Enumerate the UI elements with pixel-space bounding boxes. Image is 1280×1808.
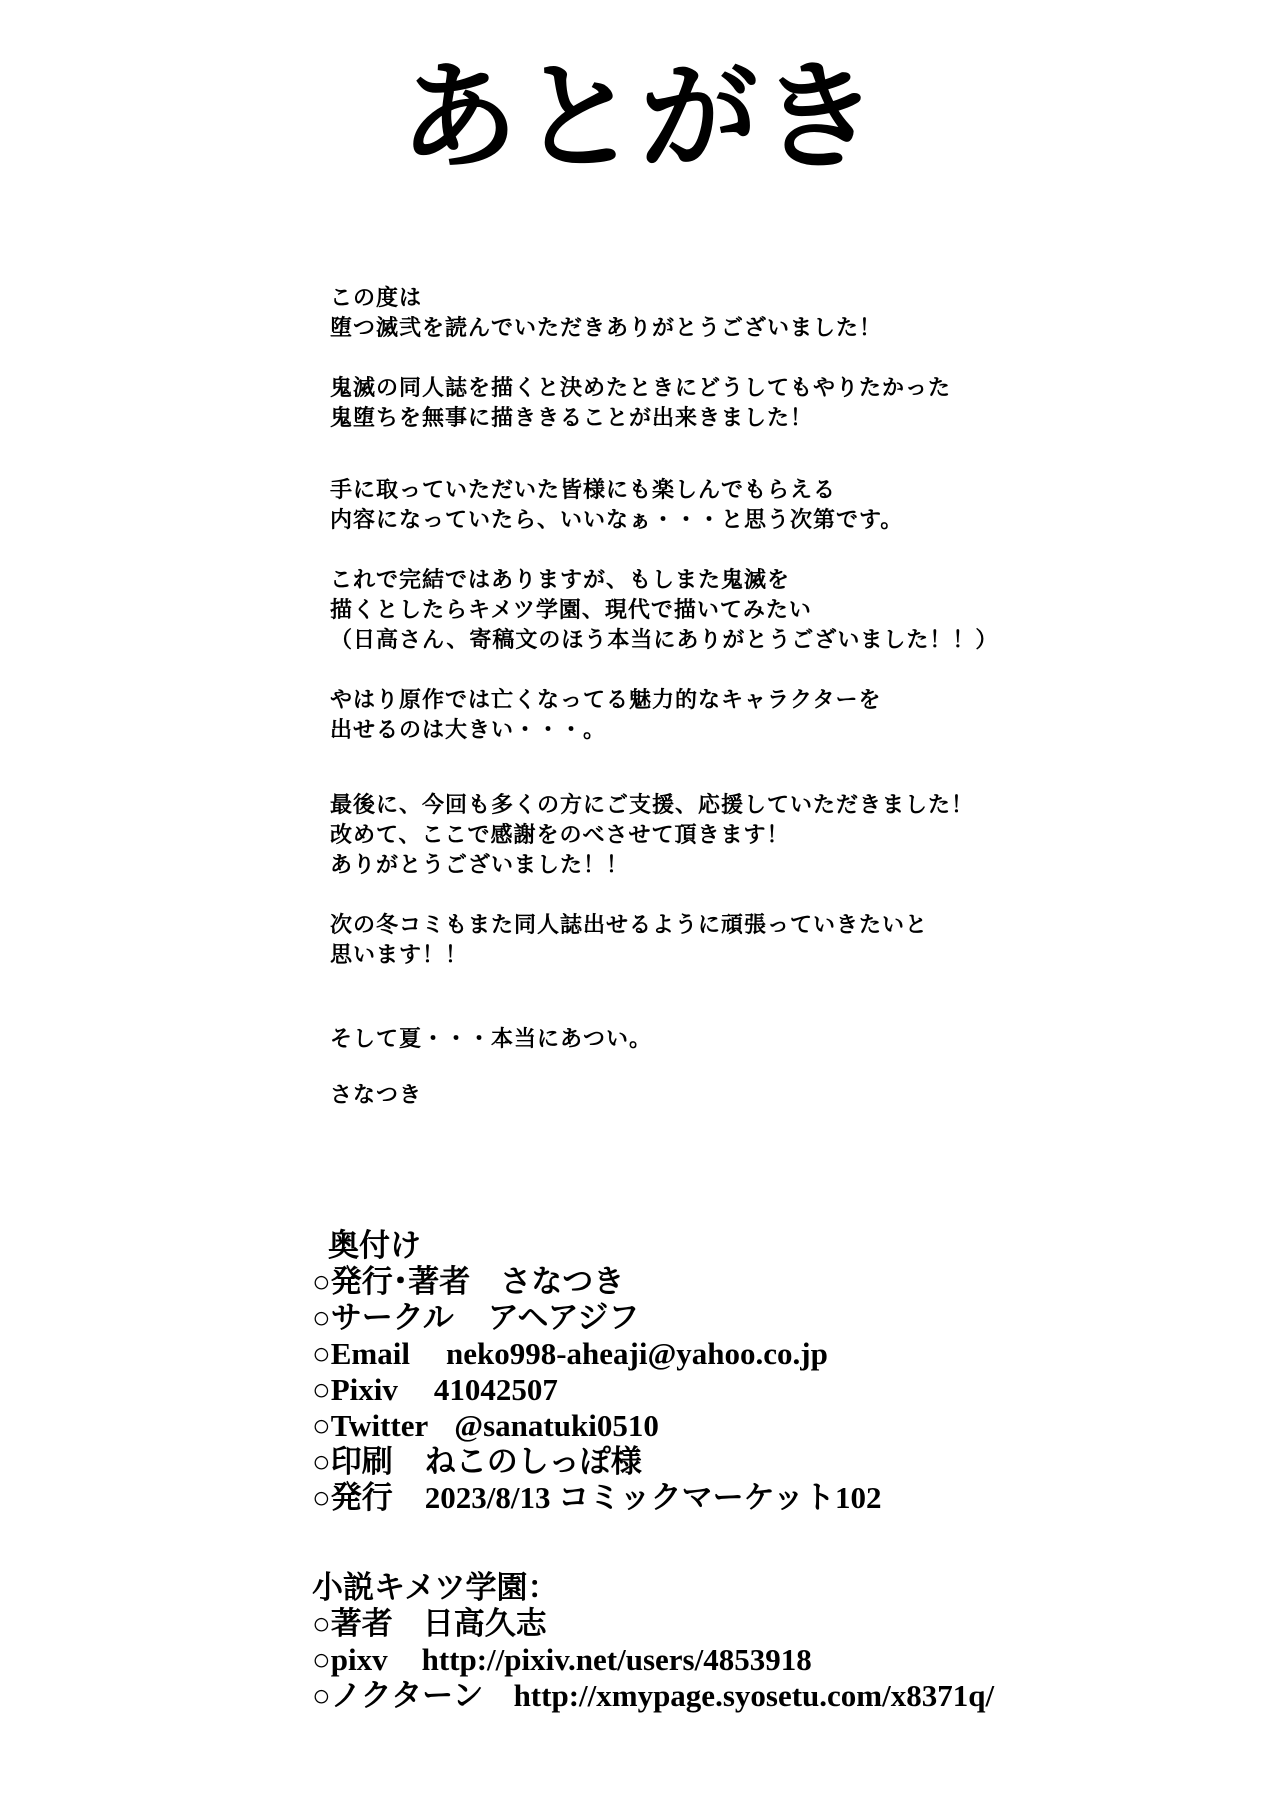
colophon-heading: 奥付け bbox=[328, 1228, 421, 1263]
colophon-label: ○Email bbox=[312, 1336, 410, 1371]
afterword-line: この度は bbox=[330, 286, 423, 311]
colophon-value: ねこのしっぽ様 bbox=[424, 1444, 642, 1479]
afterword-paragraph-4 bbox=[330, 566, 1230, 656]
afterword-signature-block bbox=[330, 1081, 1230, 1111]
colophon-value: アヘアジフ bbox=[487, 1300, 640, 1335]
afterword-line: 改めて、ここで感謝をのべさせて頂きます！ bbox=[330, 823, 790, 848]
colophon-label: ○印刷 bbox=[312, 1444, 393, 1479]
afterword-line: 次の冬コミもまた同人誌出せるように頑張っていきたいと bbox=[330, 913, 929, 938]
colophon-value: 41042507 bbox=[433, 1372, 558, 1407]
afterword-line: 内容になっていたら、いいなぁ・・・と思う次第です。 bbox=[330, 508, 904, 533]
novel-credits bbox=[312, 1570, 1272, 1714]
colophon-value: 2023/8/13 コミックマーケット102 bbox=[424, 1480, 882, 1515]
novel-label: ○pixv bbox=[312, 1642, 388, 1677]
afterword-paragraph-7 bbox=[330, 911, 1230, 971]
colophon-label: ○発行 bbox=[312, 1480, 393, 1515]
afterword-line: 鬼滅の同人誌を描くと決めたときにどうしてもやりたかった bbox=[330, 376, 952, 401]
afterword-body bbox=[330, 284, 1230, 1111]
novel-row-nocturne bbox=[312, 1678, 1272, 1714]
afterword-line: 手に取っていただいた皆様にも楽しんでもらえる bbox=[330, 478, 837, 503]
colophon-label: ○Pixiv bbox=[312, 1372, 398, 1407]
afterword-line: 堕つ滅弐を読んでいただきありがとうございました！ bbox=[330, 316, 883, 341]
afterword-line: そして夏・・・本当にあつい。 bbox=[330, 1027, 653, 1052]
novel-value: http://xmypage.syosetu.com/x8371q/ bbox=[513, 1678, 995, 1713]
afterword-line: やはり原作では亡くなってる魅力的なキャラクターを bbox=[330, 688, 882, 713]
colophon-label: ○サークル bbox=[312, 1300, 454, 1335]
colophon-row-email bbox=[312, 1336, 1272, 1372]
novel-heading: 小説キメツ学園： bbox=[312, 1570, 559, 1605]
afterword-signature: さなつき bbox=[330, 1083, 423, 1108]
page-title: あとがき bbox=[399, 48, 880, 186]
colophon-row-printing bbox=[312, 1444, 1272, 1480]
novel-label: ○ノクターン bbox=[312, 1678, 484, 1713]
colophon-row-twitter bbox=[312, 1408, 1272, 1444]
novel-row-author bbox=[312, 1606, 1272, 1642]
novel-label: ○著者 bbox=[312, 1606, 393, 1641]
novel-value: http://pixiv.net/users/4853918 bbox=[421, 1642, 812, 1677]
afterword-line: 最後に、今回も多くの方にご支援、応援していただきました！ bbox=[330, 793, 975, 818]
colophon-value: さなつき bbox=[500, 1264, 625, 1299]
afterword-line: 出せるのは大きい・・・。 bbox=[330, 718, 607, 743]
colophon-value: neko998-aheaji@yahoo.co.jp bbox=[445, 1336, 828, 1371]
colophon-row-publisher bbox=[312, 1264, 1272, 1300]
afterword-paragraph-1 bbox=[330, 284, 1230, 344]
colophon-row-circle bbox=[312, 1300, 1272, 1336]
colophon-row-issued bbox=[312, 1480, 1272, 1516]
novel-row-pixiv bbox=[312, 1642, 1272, 1678]
colophon-value: @sanatuki0510 bbox=[454, 1408, 659, 1443]
afterword-line: 思います！！ bbox=[330, 943, 469, 968]
afterword-line: これで完結ではありますが、もしまた鬼滅を bbox=[330, 568, 791, 593]
novel-value: 日高久志 bbox=[422, 1606, 547, 1641]
colophon-label: ○Twitter bbox=[312, 1408, 429, 1443]
colophon-row-pixiv bbox=[312, 1372, 1272, 1408]
afterword-line: 描くとしたらキメツ学園、現代で描いてみたい bbox=[330, 598, 812, 623]
afterword-paragraph-8 bbox=[330, 1025, 1230, 1055]
afterword-paragraph-2 bbox=[330, 374, 1230, 434]
afterword-line: （日高さん、寄稿文のほう本当にありがとうございました！！） bbox=[330, 628, 999, 653]
colophon bbox=[312, 1228, 1272, 1516]
afterword-line: ありがとうございました！！ bbox=[330, 853, 630, 878]
afterword-line: 鬼堕ちを無事に描ききることが出来きました！ bbox=[330, 406, 814, 431]
afterword-paragraph-3 bbox=[330, 476, 1230, 536]
afterword-paragraph-6 bbox=[330, 791, 1230, 881]
afterword-paragraph-5 bbox=[330, 686, 1230, 746]
colophon-label: ○発行･著者 bbox=[312, 1264, 471, 1299]
